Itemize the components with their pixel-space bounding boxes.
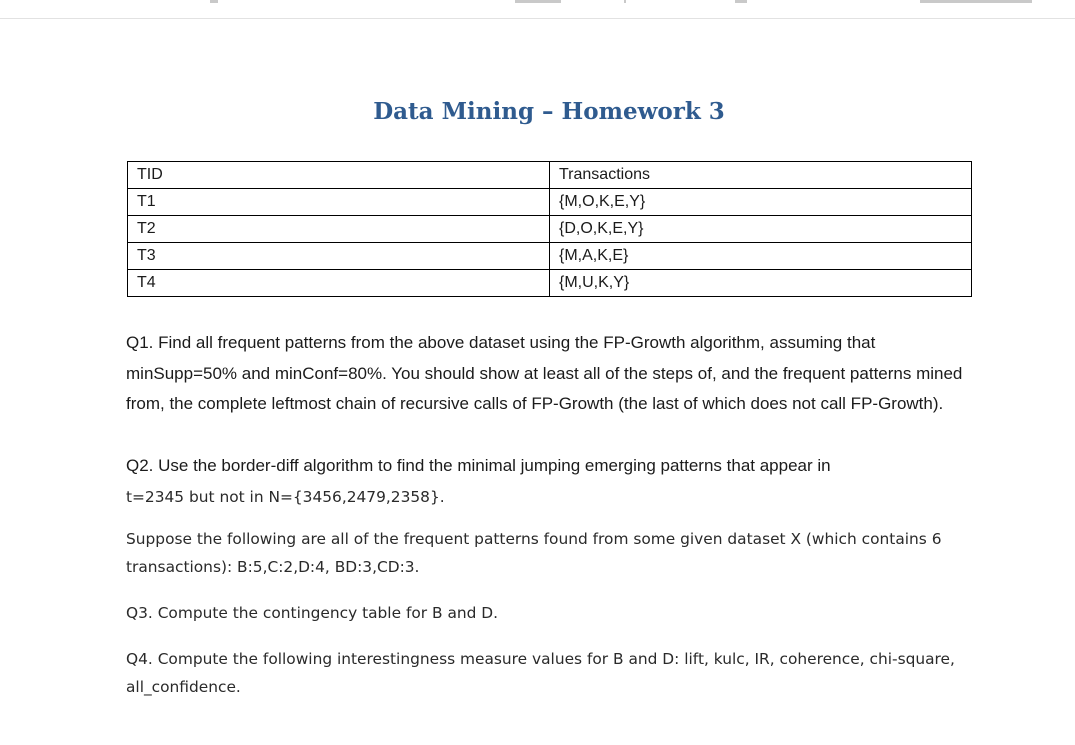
ruler-mark	[624, 0, 626, 3]
cell-transaction: {M,A,K,E}	[550, 243, 972, 270]
cell-transaction: {M,O,K,E,Y}	[550, 189, 972, 216]
page-title: Data Mining – Homework 3	[373, 98, 725, 125]
cell-tid: T2	[128, 216, 550, 243]
top-ruler-strip	[0, 0, 1075, 19]
table-row	[128, 216, 972, 243]
question-1: Q1. Find all frequent patterns from the above dataset using the FP-Growth algorithm, assuming that minSupp=50% and minConf=80%. You should show at least all of the steps of, and the frequent patterns mined from, the complete leftmost chain of recursive calls of FP-Growth (the last of which does not call FP-Growth).	[126, 333, 963, 413]
question-3: Q3. Compute the contingency table for B and D.	[126, 604, 499, 622]
cell-tid: T4	[128, 270, 550, 297]
ruler-mark	[210, 0, 218, 3]
cell-transaction: {D,O,K,E,Y}	[550, 216, 972, 243]
header-transactions: Transactions	[550, 162, 972, 189]
cell-transaction: {M,U,K,Y}	[550, 270, 972, 297]
cell-tid: T3	[128, 243, 550, 270]
transactions-table	[127, 161, 972, 297]
question-2	[126, 451, 986, 512]
ruler-mark	[515, 0, 561, 3]
question-2-main: Q2. Use the border-diff algorithm to find the minimal jumping emerging patterns that appear in	[126, 456, 831, 475]
question-4: Q4. Compute the following interestingness measure values for B and D: lift, kulc, IR, coherence, chi-square, all_confidence.	[126, 650, 955, 696]
table-header-row	[128, 162, 972, 189]
table-row	[128, 243, 972, 270]
cell-tid: T1	[128, 189, 550, 216]
header-tid: TID	[128, 162, 550, 189]
question-2-tail: t=2345 but not in N={3456,2479,2358}.	[126, 487, 445, 506]
ruler-mark	[735, 0, 747, 3]
suppose-paragraph: Suppose the following are all of the frequent patterns found from some given dataset X (which contains 6 transactions): B:5,C:2,D:4, BD:3,CD:3.	[126, 530, 942, 576]
table-row	[128, 270, 972, 297]
table-row	[128, 189, 972, 216]
ruler-mark	[920, 0, 1032, 3]
